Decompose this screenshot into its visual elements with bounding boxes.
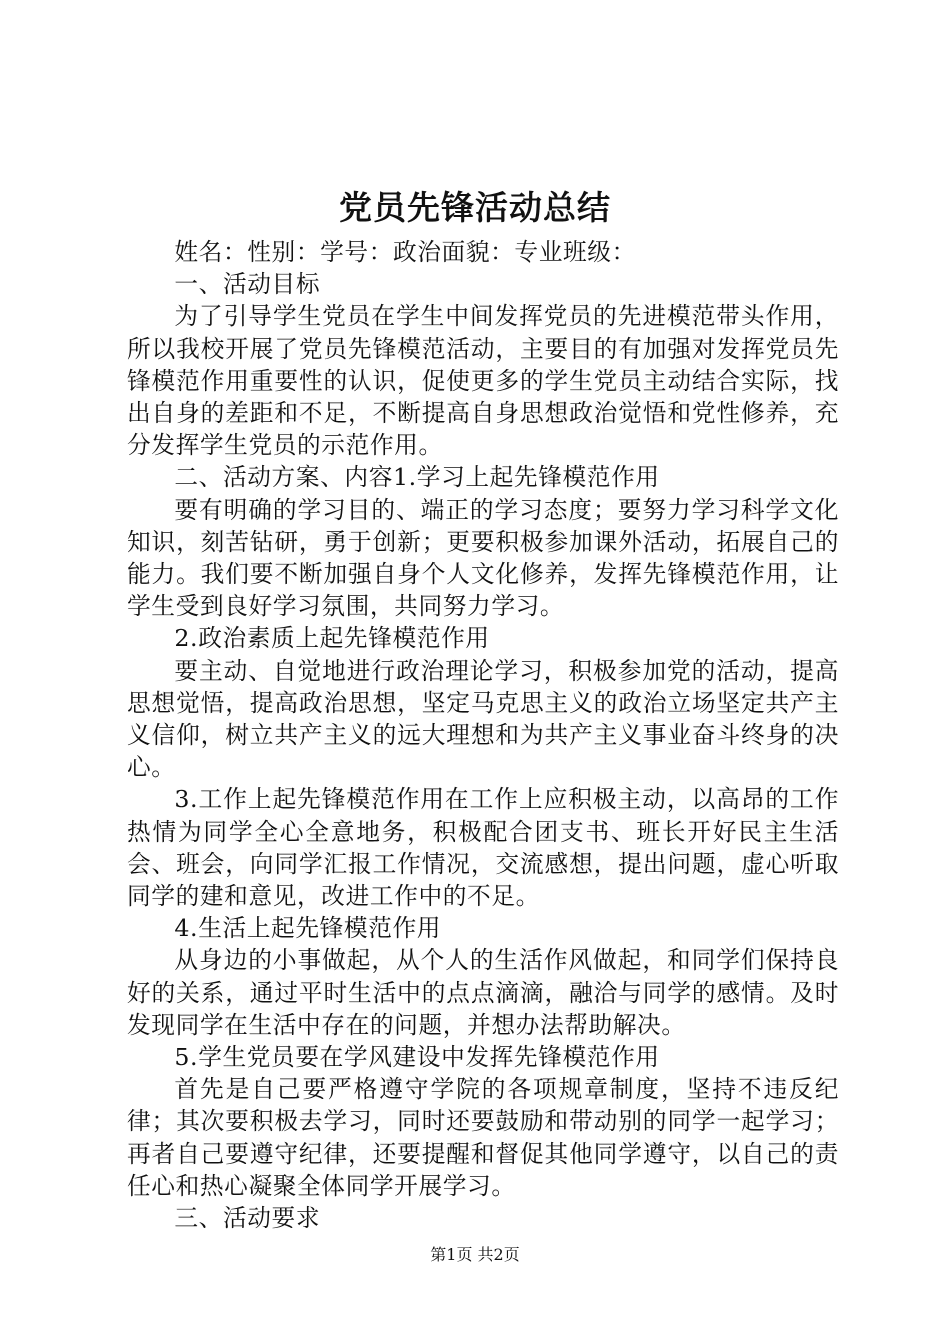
section-heading-plan: 二、活动方案、内容1.学习上起先锋模范作用 <box>174 463 660 492</box>
subheading-politics: 2.政治素质上起先锋模范作用 <box>174 624 490 653</box>
paragraph-work: 3.工作上起先锋模范作用在工作上应积极主动，以高昂的工作热情为同学全心全意地务，积极配合团支书、班长开好民主生活会、班会，向同学汇报工作情况，交流感想，提出问题，虚心听取同学的建和意见，改进工作中的不足。 <box>127 785 839 911</box>
document-title: 党员先锋活动总结 <box>339 188 611 227</box>
paragraph-study-style: 首先是自己要严格遵守学院的各项规章制度，坚持不违反纪律；其次要积极去学习，同时还要鼓励和带动别的同学一起学习；再者自己要遵守纪律，还要提醒和督促其他同学遵守，以自己的责任心和热心凝聚全体同学开展学习。 <box>127 1075 839 1200</box>
paragraph-goals: 为了引导学生党员在学生中间发挥党员的先进模范带头作用，所以我校开展了党员先锋模范活动，主要目的有加强对发挥党员先锋模范作用重要性的认识，促使更多的学生党员主动结合实际，找出自身的差距和不足，不断提高自身思想政治觉悟和党性修养，充分发挥学生党员的示范作用。 <box>127 302 839 460</box>
subheading-study-style: 5.学生党员要在学风建设中发挥先锋模范作用 <box>174 1043 660 1072</box>
paragraph-study: 要有明确的学习目的、端正的学习态度；要努力学习科学文化知识，刻苦钻研，勇于创新；更要积极参加课外活动，拓展自己的能力。我们要不断加强自身个人文化修养，发挥先锋模范作用，让学生受到良好学习氛围，共同努力学习。 <box>127 495 839 621</box>
document-body <box>127 236 839 1234</box>
paragraph-politics: 要主动、自觉地进行政治理论学习，积极参加党的活动，提高思想觉悟，提高政治思想，坚定马克思主义的政治立场坚定共产主义信仰，树立共产主义的远大理想和为共产主义事业奋斗终身的决心。 <box>127 656 839 782</box>
section-heading-goals: 一、活动目标 <box>174 270 321 299</box>
paragraph-life: 从身边的小事做起，从个人的生活作风做起，和同学们保持良好的关系，通过平时生活中的点点滴滴，融洽与同学的感情。及时发现同学在生活中存在的问题，并想办法帮助解决。 <box>127 946 839 1039</box>
section-heading-requirements: 三、活动要求 <box>174 1204 321 1233</box>
info-fields-line: 姓名：性别：学号：政治面貌：专业班级： <box>174 238 636 266</box>
subheading-life: 4.生活上起先锋模范作用 <box>174 914 442 943</box>
page-number-footer: 第1页 共2页 <box>430 1245 520 1264</box>
